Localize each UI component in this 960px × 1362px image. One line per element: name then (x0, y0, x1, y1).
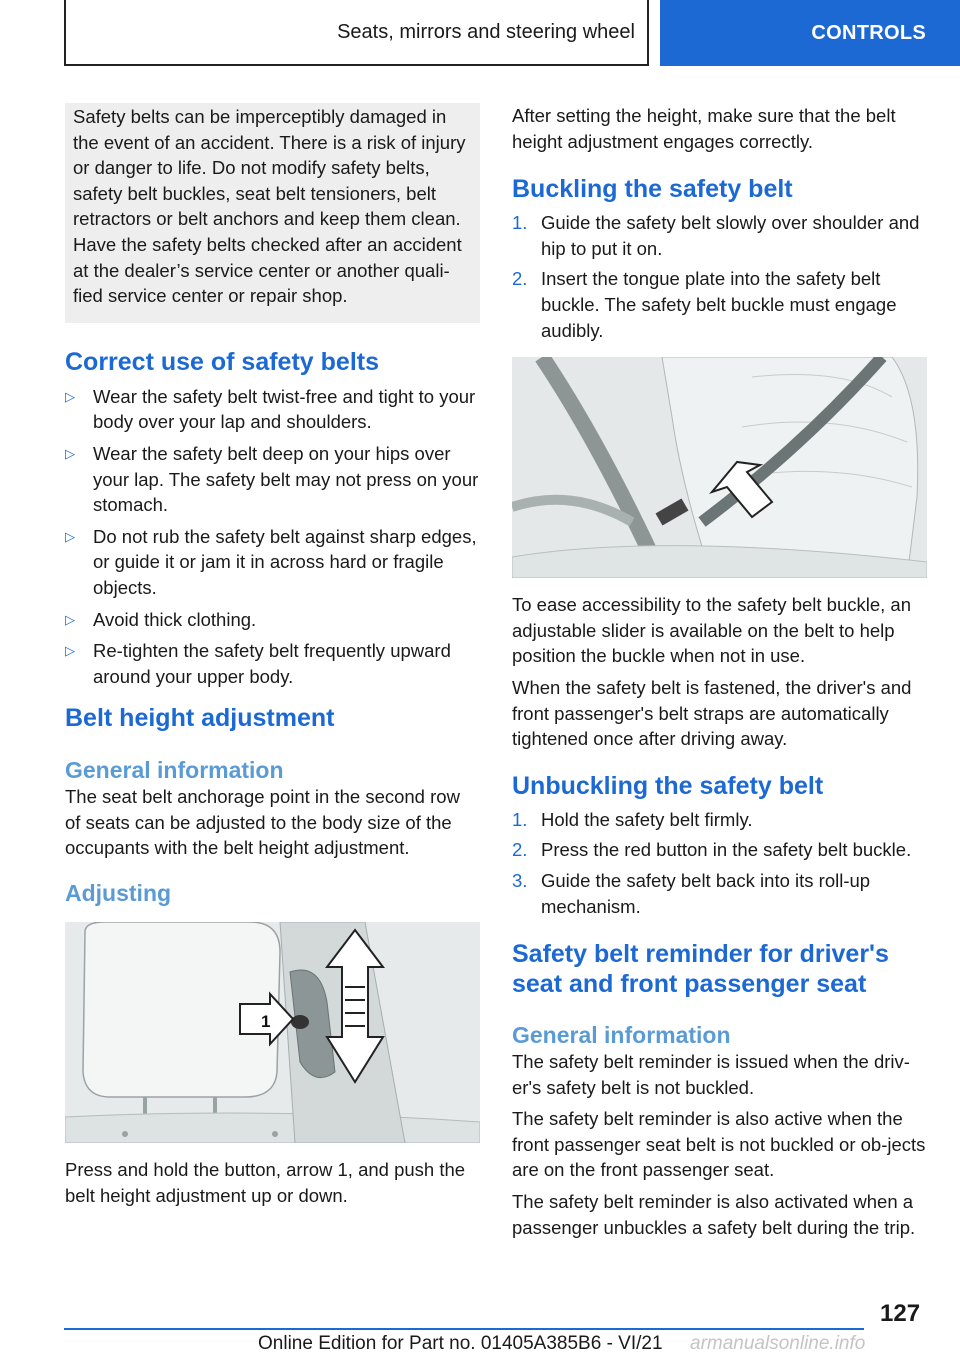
edition-text: Online Edition for Part no. 01405A385B6 - VI/21 (258, 1333, 663, 1354)
arrow-label-1: 1 (261, 1012, 271, 1032)
fastened-text: When the safety belt is fastened, the driver's and front passenger's belt straps are automatically tightened once after driving away. (512, 676, 912, 750)
triangle-bullet-icon: ▷ (65, 445, 75, 461)
warning-text: Safety belts can be imperceptibly damaged in the event of an accident. There is a risk of injury or danger to life. Do not modify safety belts, safety belt buckles, seat belt tensioners, belt retractors or belt anchors and keep them clean. Have the safety belts checked after an accident at the dealer’s service center or another quali‐fied service center or repair shop. (73, 106, 466, 307)
buckling-steps (512, 210, 927, 343)
list-item: 1. Hold the safety belt firmly. (512, 807, 927, 833)
list-item: ▷ Re-tighten the safety belt frequently upward around your upper body. (65, 640, 451, 687)
list-item: 2. Press the red button in the safety belt buckle. (512, 837, 927, 863)
triangle-bullet-icon: ▷ (65, 388, 75, 404)
page-number: 127 (880, 1300, 921, 1327)
unbuckling-steps (512, 807, 927, 919)
heading-reminder-general-info: General information (512, 1022, 731, 1049)
heading-general-info: General information (65, 757, 284, 784)
general-info-text: The seat belt anchorage point in the second row of seats can be adjusted to the body size of the occupants with the belt height adjustment. (65, 786, 460, 859)
heading-correct-use: Correct use of safety belts (65, 347, 379, 376)
accessibility-text: To ease accessibility to the safety belt buckle, an adjustable slider is available on the belt to help position the buckle when not in use. (512, 594, 911, 667)
list-item: ▷ Wear the safety belt twist-free and tight to your body over your lap and shoulders. (65, 385, 476, 433)
warning-box (65, 103, 480, 323)
after-setting-text: After setting the height, make sure that the belt height adjustment engages correctly. (512, 105, 896, 152)
section-title-box (64, 0, 649, 66)
list-item: 2. Insert the tongue plate into the safety belt buckle. The safety belt buckle must engage audibly. (512, 268, 897, 341)
heading-buckling: Buckling the safety belt (512, 175, 793, 204)
heading-reminder: Safety belt reminder for driver's seat and front passenger seat (512, 940, 889, 999)
step-number: 2. (512, 268, 528, 290)
right-column (512, 103, 927, 1246)
step-number: 3. (512, 869, 528, 891)
watermark: armanualsonline.info (690, 1333, 866, 1354)
step-number: 1. (512, 808, 528, 830)
list-item: ▷ Avoid thick clothing. (65, 607, 480, 633)
heading-unbuckling: Unbuckling the safety belt (512, 771, 824, 800)
adjusting-text: Press and hold the button, arrow 1, and push the belt height adjustment up or down. (65, 1159, 466, 1206)
footer-divider (64, 1328, 864, 1330)
belt-height-adjustment-illustration (65, 922, 480, 1143)
list-item: ▷ Do not rub the safety belt against sharp edges, or guide it or jam it in across hard or fragile objects. (65, 525, 477, 598)
chapter-title: CONTROLS (811, 21, 926, 44)
reminder-text: The safety belt reminder is also active when the front passenger seat belt is not buckled or ob‐jects are on the front passenger seat. (512, 1108, 926, 1181)
triangle-bullet-icon: ▷ (65, 611, 75, 627)
list-item: ▷ Wear the safety belt deep on your hips over your lap. The safety belt may not press on your stomach. (65, 442, 479, 516)
list-item: 3. Guide the safety belt back into its roll-up mechanism. (512, 869, 871, 917)
correct-use-list (65, 384, 480, 690)
section-title: Seats, mirrors and steering wheel (337, 20, 635, 43)
triangle-bullet-icon: ▷ (65, 643, 75, 659)
left-column (65, 103, 480, 1214)
heading-adjusting: Adjusting (65, 880, 172, 907)
chapter-tab (660, 0, 960, 66)
triangle-bullet-icon: ▷ (65, 528, 75, 544)
heading-belt-height: Belt height adjustment (65, 704, 335, 733)
page-header (0, 0, 960, 66)
step-number: 1. (512, 212, 528, 234)
step-number: 2. (512, 839, 528, 861)
buckling-illustration (512, 357, 927, 578)
reminder-text: The safety belt reminder is also activated when a passenger unbuckles a safety belt during the trip. (512, 1191, 916, 1238)
list-item: 1. Guide the safety belt slowly over shoulder and hip to put it on. (512, 212, 920, 259)
reminder-text: The safety belt reminder is issued when the driv‐er's safety belt is not buckled. (512, 1051, 910, 1098)
